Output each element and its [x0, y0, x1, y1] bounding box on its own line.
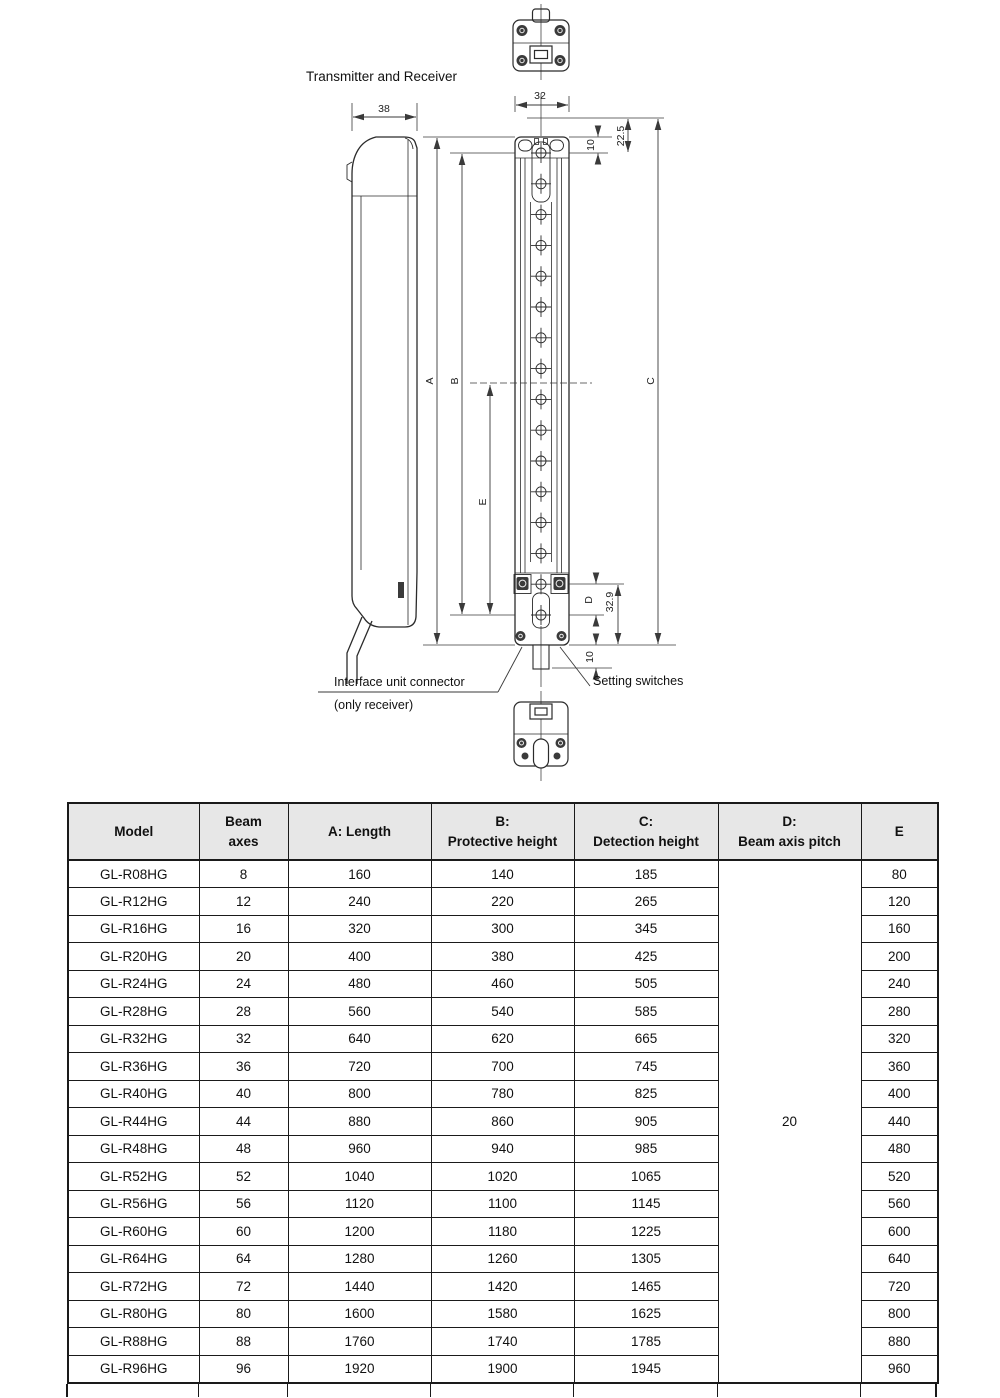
- cell-model: GL-R12HG: [68, 888, 199, 916]
- cell-beam-axes: 72: [199, 1273, 288, 1301]
- cell-b-protective: 460: [431, 970, 574, 998]
- drawing-title: Transmitter and Receiver: [306, 69, 458, 84]
- cell-a-length: 1280: [288, 1245, 431, 1273]
- cell-a-length: 880: [288, 1108, 431, 1136]
- cell-beam-axes: 44: [199, 1108, 288, 1136]
- cell-beam-axes: 28: [199, 998, 288, 1026]
- cell-c-detection: 1145: [574, 1190, 718, 1218]
- cell-e: 880: [861, 1328, 938, 1356]
- cell-c-detection: 1465: [574, 1273, 718, 1301]
- cell-a-length: 1200: [288, 1218, 431, 1246]
- cell-e: 80: [861, 860, 938, 888]
- cell-d-pitch: 20: [718, 860, 861, 1383]
- cell-beam-axes: 8: [199, 860, 288, 888]
- cell-beam-axes: 96: [199, 1355, 288, 1383]
- cell-e: 560: [861, 1190, 938, 1218]
- cell-c-detection: 665: [574, 1025, 718, 1053]
- cell-b-protective: 860: [431, 1108, 574, 1136]
- cell-model: GL-R64HG: [68, 1245, 199, 1273]
- cell-beam-axes: 88: [199, 1328, 288, 1356]
- cell-e: 120: [861, 888, 938, 916]
- cell-b-protective: 1420: [431, 1273, 574, 1301]
- col-header-c-detection: C: Detection height: [574, 803, 718, 860]
- cell-e: 800: [861, 1300, 938, 1328]
- cell-c-detection: 1625: [574, 1300, 718, 1328]
- dim-c-label: C: [645, 377, 657, 385]
- cell-a-length: 1440: [288, 1273, 431, 1301]
- cell-beam-axes: 56: [199, 1190, 288, 1218]
- cell-model: GL-R48HG: [68, 1135, 199, 1163]
- cell-a-length: 400: [288, 943, 431, 971]
- cell-beam-axes: 52: [199, 1163, 288, 1191]
- cell-model: GL-R88HG: [68, 1328, 199, 1356]
- table-column-stub: [935, 1384, 937, 1397]
- cell-beam-axes: 16: [199, 915, 288, 943]
- cell-b-protective: 1900: [431, 1355, 574, 1383]
- interface-connector-label: Interface unit connector: [334, 675, 465, 689]
- cell-e: 360: [861, 1053, 938, 1081]
- cell-a-length: 1040: [288, 1163, 431, 1191]
- cell-model: GL-R24HG: [68, 970, 199, 998]
- cell-c-detection: 825: [574, 1080, 718, 1108]
- cell-a-length: 1120: [288, 1190, 431, 1218]
- cell-b-protective: 220: [431, 888, 574, 916]
- cell-a-length: 480: [288, 970, 431, 998]
- table-column-stub: [573, 1384, 574, 1397]
- cell-beam-axes: 80: [199, 1300, 288, 1328]
- cell-b-protective: 780: [431, 1080, 574, 1108]
- cell-c-detection: 1785: [574, 1328, 718, 1356]
- cell-model: GL-R56HG: [68, 1190, 199, 1218]
- cell-e: 960: [861, 1355, 938, 1383]
- cell-b-protective: 1180: [431, 1218, 574, 1246]
- cell-c-detection: 905: [574, 1108, 718, 1136]
- spec-table: [67, 802, 939, 1384]
- cell-beam-axes: 40: [199, 1080, 288, 1108]
- cell-beam-axes: 24: [199, 970, 288, 998]
- cell-e: 600: [861, 1218, 938, 1246]
- cell-e: 480: [861, 1135, 938, 1163]
- cell-b-protective: 300: [431, 915, 574, 943]
- only-receiver-label: (only receiver): [334, 698, 414, 712]
- cell-model: GL-R36HG: [68, 1053, 199, 1081]
- cell-c-detection: 585: [574, 998, 718, 1026]
- cell-c-detection: 745: [574, 1053, 718, 1081]
- cell-c-detection: 425: [574, 943, 718, 971]
- cell-model: GL-R60HG: [68, 1218, 199, 1246]
- cell-model: GL-R40HG: [68, 1080, 199, 1108]
- bottom-end-view: [514, 691, 568, 781]
- col-header-e: E: [861, 803, 938, 860]
- cell-b-protective: 140: [431, 860, 574, 888]
- cell-a-length: 640: [288, 1025, 431, 1053]
- callouts: [318, 647, 683, 712]
- cell-model: GL-R44HG: [68, 1108, 199, 1136]
- cell-c-detection: 345: [574, 915, 718, 943]
- table-column-stub: [430, 1384, 431, 1397]
- cell-e: 200: [861, 943, 938, 971]
- cell-a-length: 1920: [288, 1355, 431, 1383]
- table-row: [68, 860, 938, 888]
- col-header-model: Model: [68, 803, 199, 860]
- setting-switches-label: Setting switches: [593, 674, 684, 688]
- cell-b-protective: 1020: [431, 1163, 574, 1191]
- spec-table-body: [68, 860, 938, 1383]
- cell-model: GL-R72HG: [68, 1273, 199, 1301]
- dim-a-label: A: [424, 377, 436, 385]
- cell-model: GL-R20HG: [68, 943, 199, 971]
- front-view: [514, 94, 569, 687]
- col-header-d-pitch: D: Beam axis pitch: [718, 803, 861, 860]
- cell-beam-axes: 20: [199, 943, 288, 971]
- cell-b-protective: 620: [431, 1025, 574, 1053]
- header-row: [68, 803, 938, 860]
- cell-c-detection: 1305: [574, 1245, 718, 1273]
- cell-c-detection: 1945: [574, 1355, 718, 1383]
- cell-b-protective: 380: [431, 943, 574, 971]
- cell-a-length: 560: [288, 998, 431, 1026]
- cell-a-length: 1760: [288, 1328, 431, 1356]
- dim-225-label: 22.5: [615, 125, 627, 147]
- cell-b-protective: 1740: [431, 1328, 574, 1356]
- cell-beam-axes: 12: [199, 888, 288, 916]
- table-column-stub: [198, 1384, 199, 1397]
- cell-b-protective: 1580: [431, 1300, 574, 1328]
- cell-e: 640: [861, 1245, 938, 1273]
- side-view: [347, 137, 417, 684]
- cell-beam-axes: 48: [199, 1135, 288, 1163]
- dim-329-label: 32.9: [604, 591, 616, 613]
- cell-e: 240: [861, 970, 938, 998]
- cell-model: GL-R08HG: [68, 860, 199, 888]
- cell-e: 440: [861, 1108, 938, 1136]
- cell-c-detection: 1225: [574, 1218, 718, 1246]
- dim-38-label: 38: [378, 103, 390, 115]
- cell-c-detection: 985: [574, 1135, 718, 1163]
- dim-e-label: E: [477, 498, 489, 506]
- cell-c-detection: 505: [574, 970, 718, 998]
- table-column-stub: [717, 1384, 718, 1397]
- cell-b-protective: 1260: [431, 1245, 574, 1273]
- cell-model: GL-R52HG: [68, 1163, 199, 1191]
- cell-beam-axes: 32: [199, 1025, 288, 1053]
- cell-a-length: 320: [288, 915, 431, 943]
- table-column-stub: [287, 1384, 288, 1397]
- cell-model: GL-R16HG: [68, 915, 199, 943]
- cell-a-length: 240: [288, 888, 431, 916]
- col-header-b-protective: B: Protective height: [431, 803, 574, 860]
- cell-model: GL-R28HG: [68, 998, 199, 1026]
- cell-b-protective: 940: [431, 1135, 574, 1163]
- cell-e: 720: [861, 1273, 938, 1301]
- cell-a-length: 1600: [288, 1300, 431, 1328]
- top-end-view: [513, 4, 569, 80]
- cell-a-length: 160: [288, 860, 431, 888]
- cell-a-length: 960: [288, 1135, 431, 1163]
- cell-beam-axes: 60: [199, 1218, 288, 1246]
- cell-b-protective: 540: [431, 998, 574, 1026]
- cell-b-protective: 1100: [431, 1190, 574, 1218]
- cell-b-protective: 700: [431, 1053, 574, 1081]
- cell-e: 520: [861, 1163, 938, 1191]
- cell-model: GL-R80HG: [68, 1300, 199, 1328]
- dim-d-label: D: [583, 596, 595, 604]
- cell-a-length: 800: [288, 1080, 431, 1108]
- col-header-beam-axes: Beam axes: [199, 803, 288, 860]
- dim-b-label: B: [449, 377, 461, 385]
- cell-model: GL-R96HG: [68, 1355, 199, 1383]
- cell-beam-axes: 64: [199, 1245, 288, 1273]
- cell-c-detection: 1065: [574, 1163, 718, 1191]
- cell-a-length: 720: [288, 1053, 431, 1081]
- cell-e: 280: [861, 998, 938, 1026]
- cell-model: GL-R32HG: [68, 1025, 199, 1053]
- dim-bot10-label: 10: [584, 651, 596, 663]
- dimension-labels: [378, 90, 657, 663]
- cell-c-detection: 185: [574, 860, 718, 888]
- cell-e: 400: [861, 1080, 938, 1108]
- cell-c-detection: 265: [574, 888, 718, 916]
- dim-top10-label: 10: [585, 139, 597, 151]
- table-column-stub: [66, 1384, 68, 1397]
- dim-32-label: 32: [534, 90, 546, 102]
- cell-e: 320: [861, 1025, 938, 1053]
- cell-e: 160: [861, 915, 938, 943]
- col-header-a-length: A: Length: [288, 803, 431, 860]
- table-column-stub: [860, 1384, 861, 1397]
- beam-axis-marks: [531, 143, 551, 625]
- cell-beam-axes: 36: [199, 1053, 288, 1081]
